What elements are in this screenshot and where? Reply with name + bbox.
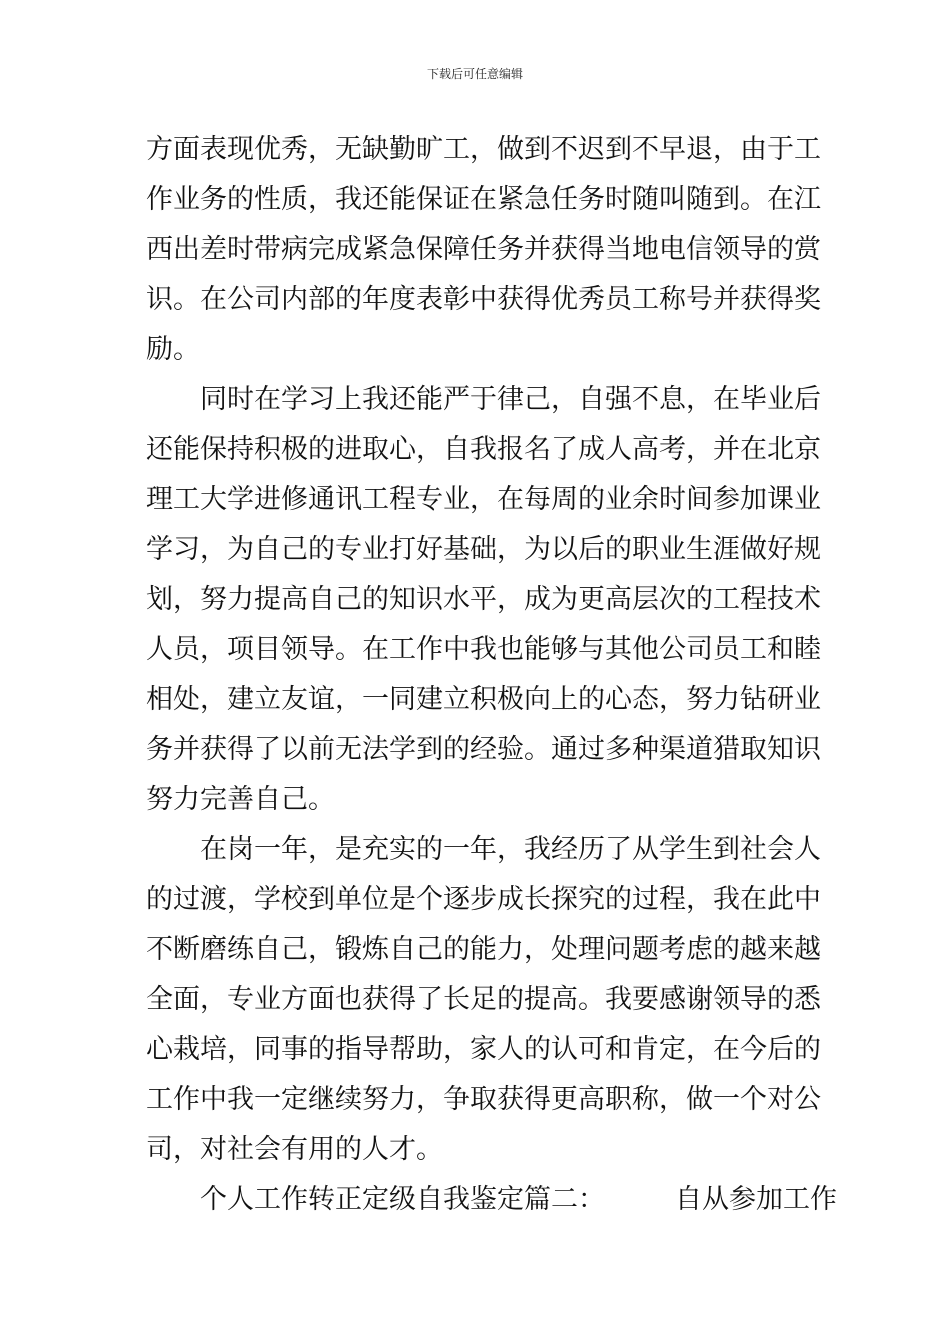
text-line: 全面，专业方面也获得了长足的提高。我要感谢领导的悉 — [146, 984, 821, 1015]
section-heading: 个人工作转正定级自我鉴定篇二： — [146, 1184, 605, 1215]
text-line: 励。 — [146, 334, 200, 365]
text-line: 方面表现优秀，无缺勤旷工，做到不迟到不早退，由于工 — [146, 134, 821, 165]
text-line: 的过渡，学校到单位是个逐步成长探究的过程，我在此中 — [146, 884, 821, 915]
text-line: 理工大学进修通讯工程专业，在每周的业余时间参加课业 — [146, 484, 821, 515]
text-line: 西出差时带病完成紧急保障任务并获得当地电信领导的赏 — [146, 234, 821, 265]
text-line: 司，对社会有用的人才。 — [146, 1134, 443, 1165]
text-line: 务并获得了以前无法学到的经验。通过多种渠道猎取知识 — [146, 734, 821, 765]
page-header: 下载后可任意编辑 — [426, 67, 523, 81]
text-line: 心栽培，同事的指导帮助，家人的认可和肯定，在今后的 — [146, 1034, 821, 1065]
text-line: 工作中我一定继续努力，争取获得更高职称，做一个对公 — [146, 1084, 821, 1115]
text-line: 学习，为自己的专业打好基础，为以后的职业生涯做好规 — [146, 534, 821, 565]
text-line: 人员，项目领导。在工作中我也能够与其他公司员工和睦 — [146, 634, 821, 665]
text-line: 还能保持积极的进取心，自我报名了成人高考，并在北京 — [146, 434, 821, 465]
text-line: 相处，建立友谊，一同建立积极向上的心态，努力钻研业 — [146, 684, 821, 715]
text-line: 作业务的性质，我还能保证在紧急任务时随叫随到。在江 — [146, 184, 821, 215]
text-line: 划，努力提高自己的知识水平，成为更高层次的工程技术 — [146, 584, 821, 615]
text-line: 努力完善自己。 — [146, 784, 335, 815]
text-line: 同时在学习上我还能严于律己，自强不息，在毕业后 — [146, 384, 821, 415]
section-continuation: 自从参加工作 — [675, 1184, 837, 1215]
section-heading-line — [146, 1175, 837, 1225]
text-line: 在岗一年，是充实的一年，我经历了从学生到社会人 — [146, 834, 821, 865]
text-line: 不断磨练自己，锻炼自己的能力，处理问题考虑的越来越 — [146, 934, 821, 965]
text-line: 识。在公司内部的年度表彰中获得优秀员工称号并获得奖 — [146, 284, 821, 315]
